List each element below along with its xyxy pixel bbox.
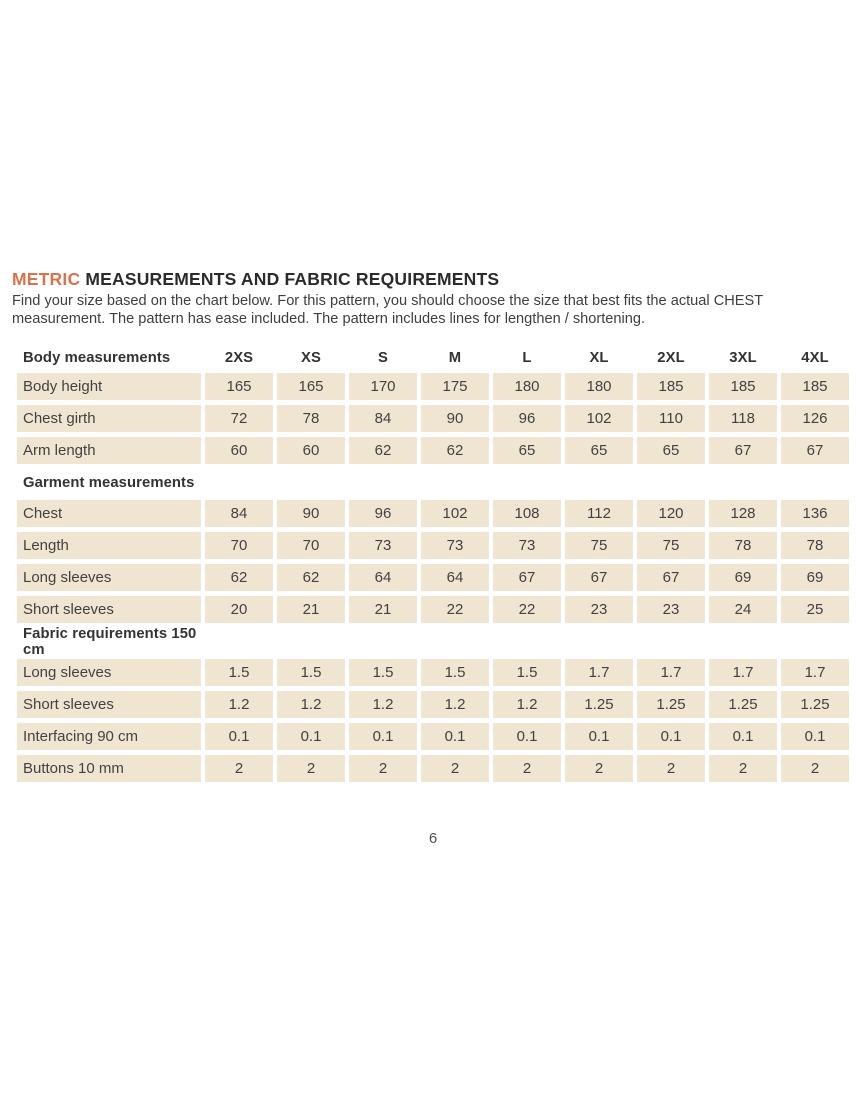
value-cell: 1.2 <box>205 691 273 718</box>
size-table <box>17 344 860 782</box>
size-header-cell: M <box>448 349 462 366</box>
value-cell: 0.1 <box>277 723 345 750</box>
value-cell: 1.25 <box>637 691 705 718</box>
value-cell: 73 <box>421 532 489 559</box>
value-cell: 67 <box>781 437 849 464</box>
table-row <box>17 659 860 686</box>
value-cell: 126 <box>781 405 849 432</box>
section-header: Garment measurements <box>23 474 195 491</box>
value-cell: 0.1 <box>349 723 417 750</box>
value-cell: 73 <box>493 532 561 559</box>
value-cell: 65 <box>637 437 705 464</box>
value-cell: 62 <box>205 564 273 591</box>
table-row <box>17 755 860 782</box>
size-header-cell: XS <box>301 349 321 366</box>
row-label-cell: Long sleeves <box>17 564 201 591</box>
value-cell: 60 <box>277 437 345 464</box>
page-number: 6 <box>428 830 438 848</box>
value-cell: 2 <box>421 755 489 782</box>
value-cell: 1.5 <box>205 659 273 686</box>
row-label-cell: Long sleeves <box>17 659 201 686</box>
value-cell: 62 <box>421 437 489 464</box>
value-cell: 0.1 <box>709 723 777 750</box>
value-cell: 120 <box>637 500 705 527</box>
value-cell: 1.7 <box>709 659 777 686</box>
value-cell: 65 <box>565 437 633 464</box>
value-cell: 60 <box>205 437 273 464</box>
value-cell: 165 <box>277 373 345 400</box>
value-cell: 96 <box>493 405 561 432</box>
title-highlight: METRIC <box>12 269 81 289</box>
value-cell: 1.25 <box>781 691 849 718</box>
value-cell: 75 <box>565 532 633 559</box>
table-row <box>17 564 860 591</box>
value-cell: 180 <box>565 373 633 400</box>
value-cell: 0.1 <box>781 723 849 750</box>
value-cell: 72 <box>205 405 273 432</box>
value-cell: 185 <box>781 373 849 400</box>
value-cell: 70 <box>277 532 345 559</box>
value-cell: 69 <box>781 564 849 591</box>
value-cell: 21 <box>277 596 345 623</box>
section-header: Fabric requirements 150 cm <box>23 625 197 658</box>
value-cell: 185 <box>637 373 705 400</box>
value-cell: 2 <box>709 755 777 782</box>
size-header-cell: S <box>378 349 388 366</box>
value-cell: 62 <box>277 564 345 591</box>
value-cell: 2 <box>205 755 273 782</box>
row-label-cell: Interfacing 90 cm <box>17 723 201 750</box>
value-cell: 78 <box>709 532 777 559</box>
value-cell: 0.1 <box>421 723 489 750</box>
value-cell: 67 <box>637 564 705 591</box>
table-row <box>17 405 860 432</box>
value-cell: 1.2 <box>349 691 417 718</box>
value-cell: 70 <box>205 532 273 559</box>
value-cell: 170 <box>349 373 417 400</box>
row-label-cell: Short sleeves <box>17 596 201 623</box>
value-cell: 73 <box>349 532 417 559</box>
page-title <box>12 269 860 289</box>
value-cell: 110 <box>637 405 705 432</box>
value-cell: 62 <box>349 437 417 464</box>
value-cell: 2 <box>493 755 561 782</box>
value-cell: 2 <box>349 755 417 782</box>
value-cell: 128 <box>709 500 777 527</box>
value-cell: 2 <box>277 755 345 782</box>
value-cell: 67 <box>565 564 633 591</box>
value-cell: 180 <box>493 373 561 400</box>
row-label-cell: Chest girth <box>17 405 201 432</box>
value-cell: 1.5 <box>277 659 345 686</box>
size-header-cell: 3XL <box>729 349 757 366</box>
value-cell: 90 <box>421 405 489 432</box>
value-cell: 84 <box>349 405 417 432</box>
value-cell: 22 <box>493 596 561 623</box>
row-label-cell: Body height <box>17 373 201 400</box>
value-cell: 1.7 <box>565 659 633 686</box>
column-header-label: Body measurements <box>23 349 171 366</box>
value-cell: 136 <box>781 500 849 527</box>
value-cell: 1.7 <box>637 659 705 686</box>
size-header-cell: 2XL <box>657 349 685 366</box>
value-cell: 96 <box>349 500 417 527</box>
value-cell: 78 <box>781 532 849 559</box>
value-cell: 67 <box>493 564 561 591</box>
value-cell: 118 <box>709 405 777 432</box>
value-cell: 75 <box>637 532 705 559</box>
value-cell: 0.1 <box>205 723 273 750</box>
value-cell: 1.25 <box>709 691 777 718</box>
value-cell: 1.2 <box>493 691 561 718</box>
value-cell: 0.1 <box>637 723 705 750</box>
value-cell: 20 <box>205 596 273 623</box>
value-cell: 24 <box>709 596 777 623</box>
value-cell: 64 <box>349 564 417 591</box>
size-header-cell: L <box>522 349 532 366</box>
value-cell: 25 <box>781 596 849 623</box>
size-header-cell: 4XL <box>801 349 829 366</box>
intro-paragraph <box>12 292 860 328</box>
value-cell: 23 <box>637 596 705 623</box>
value-cell: 108 <box>493 500 561 527</box>
value-cell: 1.2 <box>421 691 489 718</box>
size-header-cell: XL <box>589 349 609 366</box>
row-label-cell: Arm length <box>17 437 201 464</box>
row-label-cell: Short sleeves <box>17 691 201 718</box>
intro-line-2: measurement. The pattern has ease included. The pattern includes lines for lengthen / shortening. <box>12 311 646 328</box>
value-cell: 21 <box>349 596 417 623</box>
value-cell: 1.2 <box>277 691 345 718</box>
value-cell: 0.1 <box>565 723 633 750</box>
table-row <box>17 596 860 623</box>
table-row <box>17 437 860 464</box>
value-cell: 64 <box>421 564 489 591</box>
value-cell: 102 <box>421 500 489 527</box>
value-cell: 175 <box>421 373 489 400</box>
intro-line-1: Find your size based on the chart below. For this pattern, you should choose the size that best fits the actual CHEST <box>12 293 764 309</box>
value-cell: 78 <box>277 405 345 432</box>
row-label-cell: Chest <box>17 500 201 527</box>
value-cell: 2 <box>781 755 849 782</box>
row-label-cell: Buttons 10 mm <box>17 755 201 782</box>
value-cell: 84 <box>205 500 273 527</box>
value-cell: 2 <box>565 755 633 782</box>
size-header-cell: 2XS <box>224 349 254 366</box>
value-cell: 90 <box>277 500 345 527</box>
value-cell: 23 <box>565 596 633 623</box>
section-header-row <box>17 469 860 496</box>
value-cell: 0.1 <box>493 723 561 750</box>
value-cell: 69 <box>709 564 777 591</box>
table-row <box>17 723 860 750</box>
value-cell: 67 <box>709 437 777 464</box>
value-cell: 1.5 <box>421 659 489 686</box>
table-row <box>17 373 860 400</box>
value-cell: 1.7 <box>781 659 849 686</box>
table-row <box>17 500 860 527</box>
value-cell: 2 <box>637 755 705 782</box>
title-rest: MEASUREMENTS AND FABRIC REQUIREMENTS <box>85 269 500 289</box>
row-label-cell: Length <box>17 532 201 559</box>
value-cell: 1.25 <box>565 691 633 718</box>
table-header-row <box>17 344 860 371</box>
value-cell: 102 <box>565 405 633 432</box>
table-row <box>17 532 860 559</box>
value-cell: 1.5 <box>349 659 417 686</box>
value-cell: 185 <box>709 373 777 400</box>
section-header-row <box>17 625 860 658</box>
value-cell: 65 <box>493 437 561 464</box>
table-row <box>17 691 860 718</box>
value-cell: 112 <box>565 500 633 527</box>
value-cell: 165 <box>205 373 273 400</box>
value-cell: 1.5 <box>493 659 561 686</box>
value-cell: 22 <box>421 596 489 623</box>
